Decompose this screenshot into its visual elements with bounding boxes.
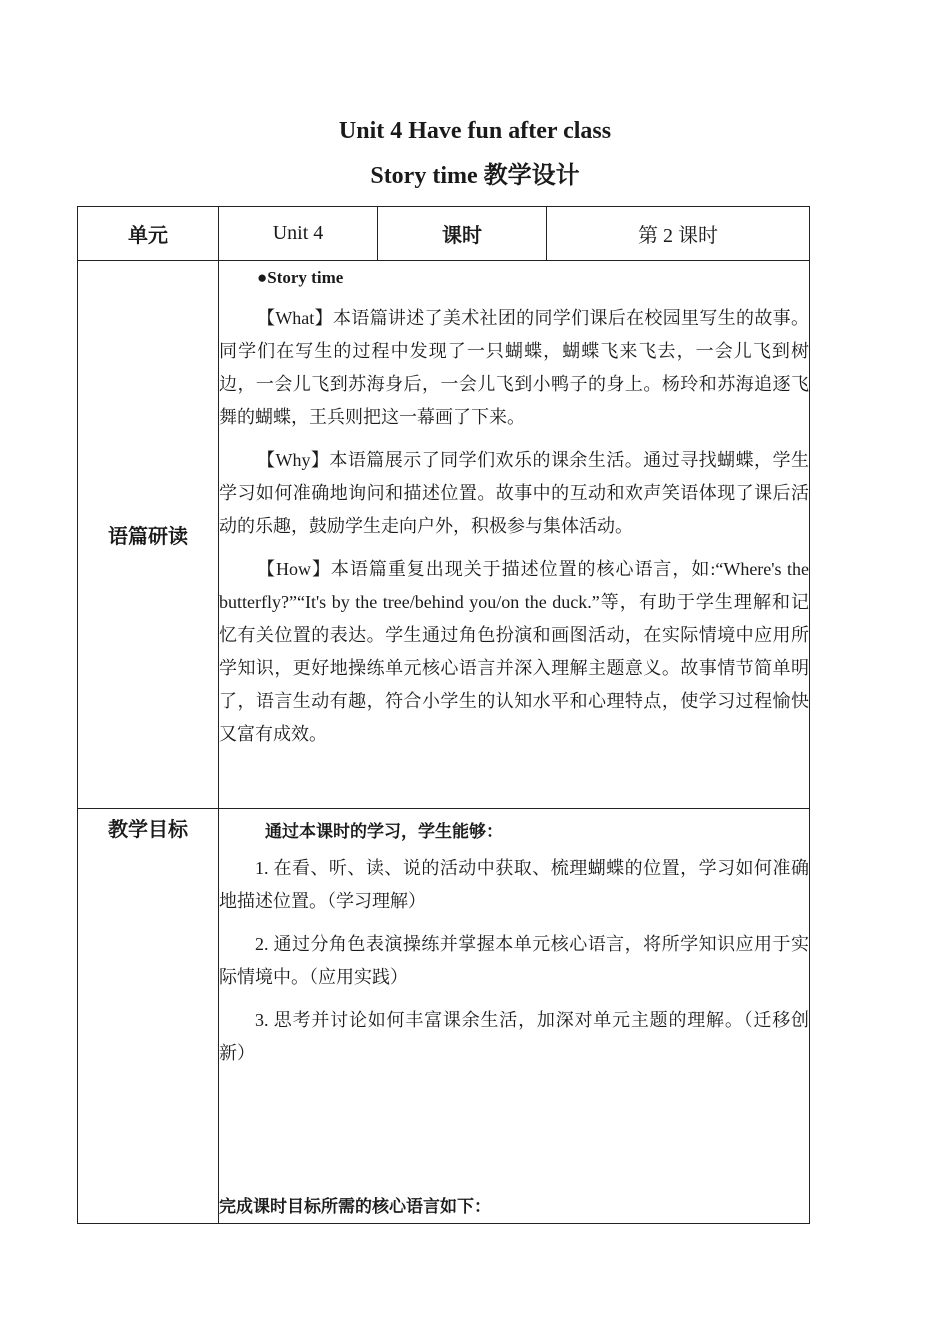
objective-item: 3. 思考并讨论如何丰富课余生活，加深对单元主题的理解。（迁移创新）	[219, 1010, 809, 1063]
what-paragraph: 【What】本语篇讲述了美术社团的同学们课后在校园里写生的故事。同学们在写生的过程中发现了一只蝴蝶，蝴蝶飞来飞去，一会儿飞到树边，一会儿飞到苏海身后，一会儿飞到小鸭子的身上。杨玲和苏海追逐飞舞的蝴蝶，王兵则把这一幕画了下来。	[219, 308, 809, 427]
objective-item: 2. 通过分角色表演操练并掌握本单元核心语言，将所学知识应用于实际情境中。（应用实践）	[219, 934, 809, 987]
analysis-row	[78, 261, 810, 809]
document-title: Unit 4 Have fun after class	[338, 118, 612, 144]
objectives-label: 教学目标	[78, 809, 219, 1224]
core-language-lead: 完成课时目标所需的核心语言如下：	[219, 1197, 491, 1216]
unit-label: 单元	[78, 207, 219, 261]
story-time-bullet: ●Story time	[257, 268, 344, 287]
period-value: 第 2 课时	[547, 207, 810, 261]
analysis-content	[219, 261, 810, 809]
document-subtitle: Story time 教学设计	[370, 163, 580, 189]
analysis-label: 语篇研读	[78, 261, 219, 809]
period-label: 课时	[378, 207, 547, 261]
unit-value: Unit 4	[219, 207, 378, 261]
objectives-row	[78, 809, 810, 1224]
lesson-plan-table	[77, 206, 810, 1224]
objective-item: 1. 在看、听、读、说的活动中获取、梳理蝴蝶的位置，学习如何准确地描述位置。（学习理解）	[219, 858, 809, 911]
objectives-intro: 通过本课时的学习，学生能够：	[265, 822, 503, 841]
how-paragraph: 【How】本语篇重复出现关于描述位置的核心语言，如:“Where's the butterfly?”“It's by the tree/behind you/on the duck.”等，有助于学生理解和记忆有关位置的表达。学生通过角色扮演和画图活动，在实际情境中应用所学知识，更好地操练单元核心语言并深入理解主题意义。故事情节简单明了，语言生动有趣，符合小学生的认知水平和心理特点，使学习过程愉快又富有成效。	[219, 559, 809, 744]
header-row	[78, 207, 810, 261]
objectives-content	[219, 809, 810, 1224]
why-paragraph: 【Why】本语篇展示了同学们欢乐的课余生活。通过寻找蝴蝶，学生学习如何准确地询问和描述位置。故事中的互动和欢声笑语体现了课后活动的乐趣，鼓励学生走向户外，积极参与集体活动。	[219, 450, 809, 536]
